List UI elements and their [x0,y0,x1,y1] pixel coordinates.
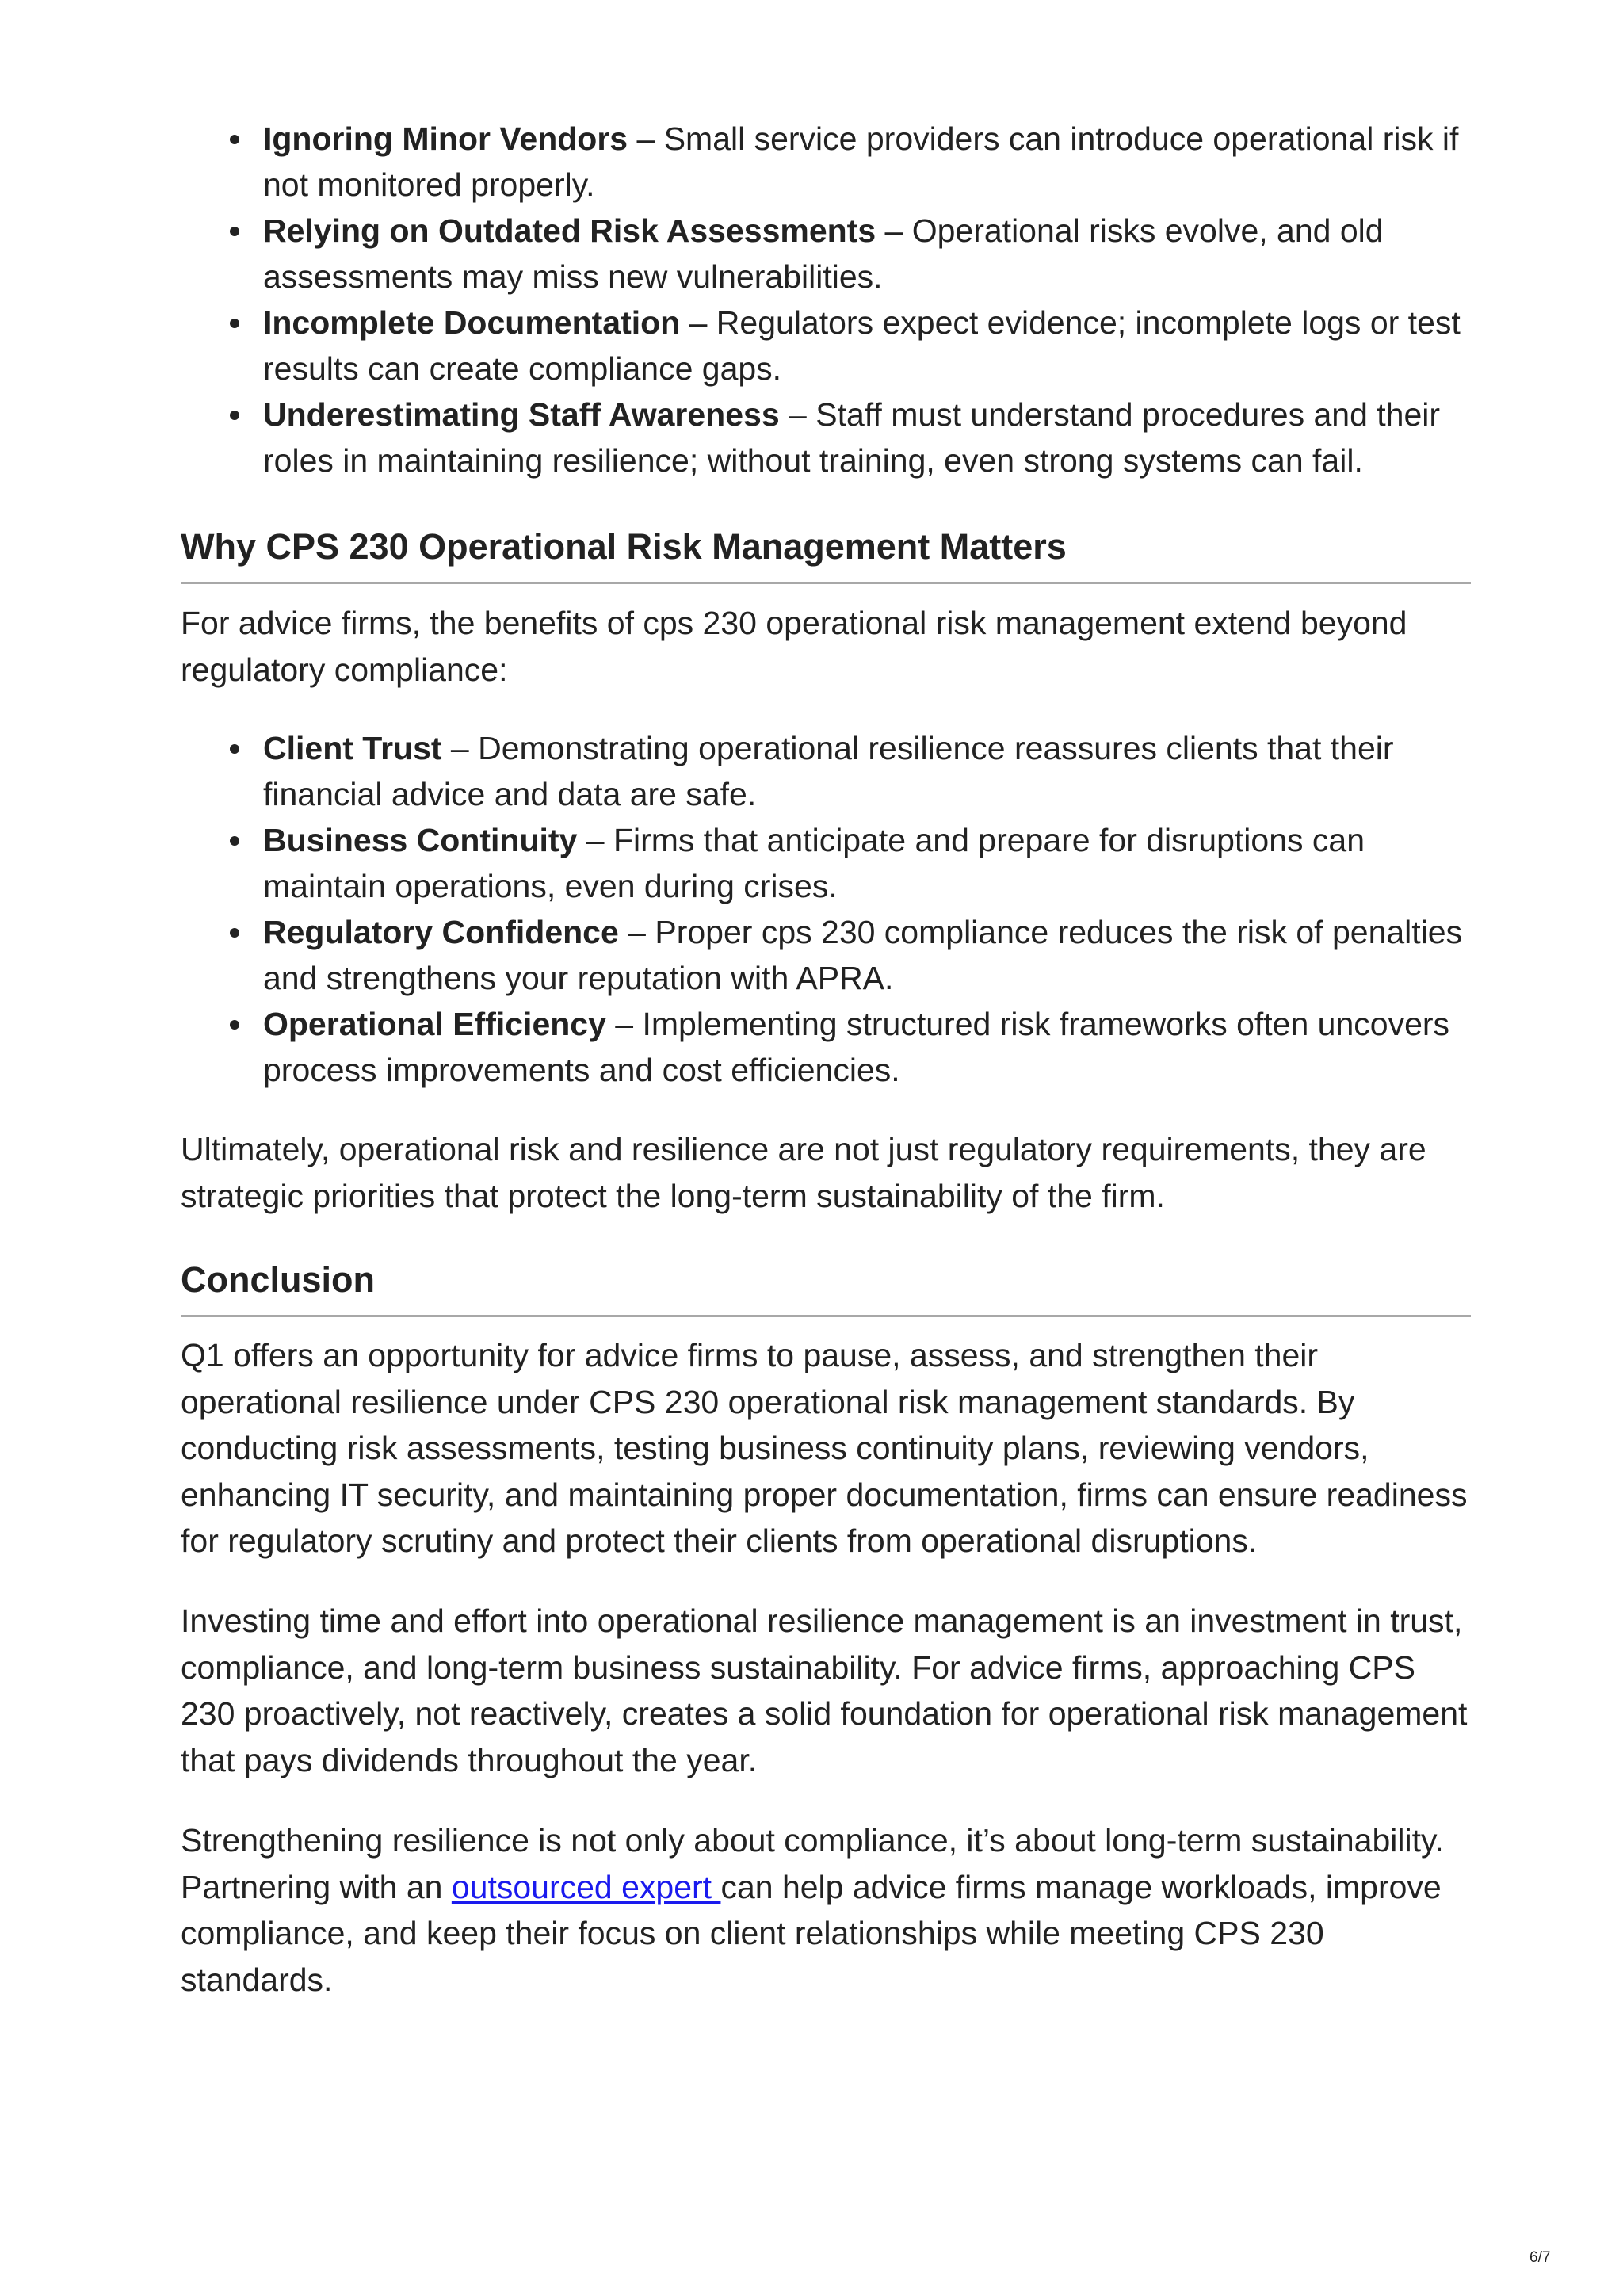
outsourced-expert-link[interactable]: outsourced expert [451,1868,721,1905]
list-item [181,300,1471,392]
list-item-term: Underestimating Staff Awareness [263,396,780,433]
heading-divider [181,582,1471,584]
bullet-icon [230,411,239,420]
list-item [181,909,1471,1001]
list-item-text: – Proper cps 230 compliance reduces the risk of penalties and strengthens your reputation with APRA. [263,914,1463,996]
bullet-icon [230,744,239,754]
list-item-text: – Firms that anticipate and prepare for disruptions can maintain operations, even during crises. [263,822,1365,904]
page-number: 6/7 [1529,2249,1551,2266]
list-item [181,208,1471,300]
list-item [181,817,1471,909]
list-item-term: Ignoring Minor Vendors [263,120,628,157]
conclusion-paragraph-3 [181,1817,1471,2003]
list-item [181,392,1471,483]
list-item-term: Incomplete Documentation [263,304,681,341]
list-item-term: Operational Efficiency [263,1006,606,1042]
heading-divider [181,1315,1471,1317]
list-item-text: – Regulators expect evidence; incomplete logs or test results can create compliance gaps. [263,304,1461,387]
list-item-term: Regulatory Confidence [263,914,619,950]
bullet-icon [230,135,239,144]
bullet-icon [230,319,239,328]
list-item [181,116,1471,208]
conclusion-paragraph-1: Q1 offers an opportunity for advice firms to pause, assess, and strengthen their operational resilience under CPS 230 operational risk management standards. By conducting risk assessments, testing business continuity plans, reviewing vendors, enhancing IT security, and maintaining proper documentation, firms can ensure readiness for regulatory scrutiny and protect their clients from operational disruptions. [181,1337,1468,1559]
list-item-term: Business Continuity [263,822,578,858]
pitfalls-list [181,116,1471,483]
list-item-text: – Demonstrating operational resilience reassures clients that their financial advice and data are safe. [263,730,1394,812]
bullet-icon [230,227,239,236]
list-item [181,1001,1471,1093]
list-item [181,725,1471,817]
paragraph-text: Strengthening resilience is not only about compliance, it’s about long-term sustainability. Partnering with an [181,1822,1444,1905]
list-item-term: Relying on Outdated Risk Assessments [263,212,876,249]
why-closing-paragraph: Ultimately, operational risk and resilience are not just regulatory requirements, they are strategic priorities that protect the long-term sustainability of the firm. [181,1131,1426,1214]
why-intro-paragraph: For advice firms, the benefits of cps 230 operational risk management extend beyond regulatory compliance: [181,605,1407,688]
bullet-icon [230,928,239,938]
section-heading-conclusion: Conclusion [181,1259,375,1300]
list-item-text: – Implementing structured risk frameworks often uncovers process improvements and cost efficiencies. [263,1006,1450,1088]
list-item-term: Client Trust [263,730,442,766]
section-heading-why: Why CPS 230 Operational Risk Management Matters [181,526,1067,567]
bullet-icon [230,1020,239,1030]
bullet-icon [230,836,239,846]
conclusion-paragraph-2: Investing time and effort into operational resilience management is an investment in trust, compliance, and long-term business sustainability. For advice firms, approaching CPS 230 proactively, not reactively, creates a solid foundation for operational risk management that pays dividends throughout the year. [181,1603,1468,1778]
list-item-text: – Operational risks evolve, and old assessments may miss new vulnerabilities. [263,212,1384,295]
list-item-text: – Small service providers can introduce operational risk if not monitored properly. [263,120,1459,203]
benefits-list [181,725,1471,1093]
list-item-text: – Staff must understand procedures and their roles in maintaining resilience; without training, even strong systems can fail. [263,396,1441,479]
paragraph-text: can help advice firms manage workloads, improve compliance, and keep their focus on client relationships while meeting CPS 230 standards. [181,1868,1442,1998]
